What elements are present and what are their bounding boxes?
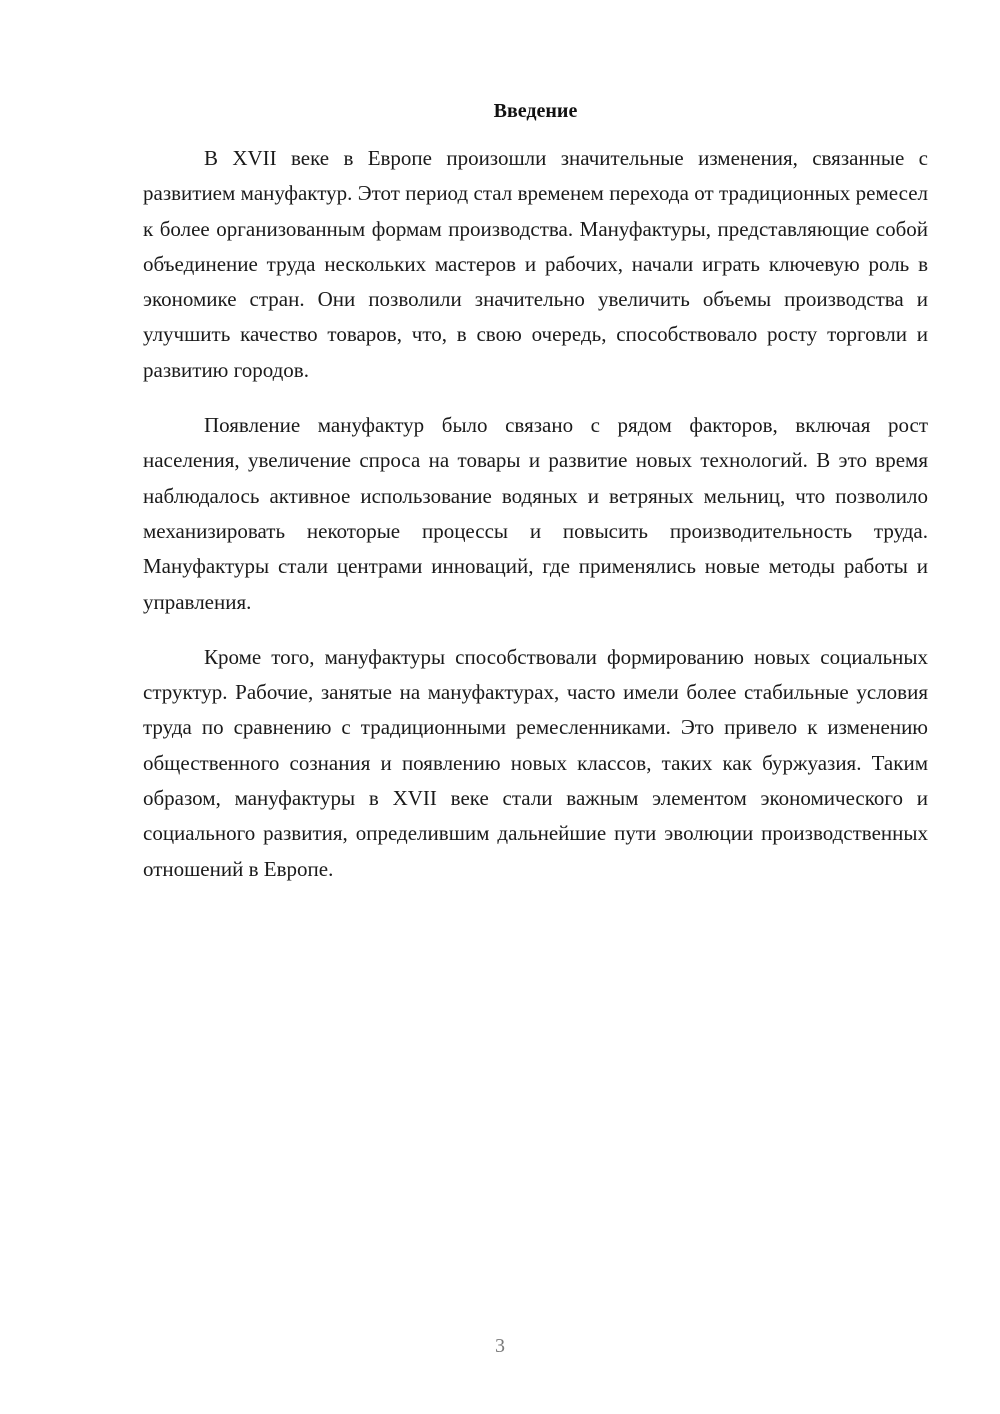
paragraph: Появление мануфактур было связано с рядом факторов, включая рост населения, увеличение спроса на товары и развитие новых технологий. В это время наблюдалось активное использование водяных и ветряных мельниц, что позволило механизировать некоторые процессы и повысить производительность труда. Мануфактуры стали центрами инноваций, где применялись новые методы работы и управления.	[143, 413, 928, 614]
paragraph: Кроме того, мануфактуры способствовали формированию новых социальных структур. Рабочие, занятые на мануфактурах, часто имели более стабильные условия труда по сравнению с традиционными ремесленниками. Это привело к изменению общественного сознания и появлению новых классов, таких как буржуазия. Таким образом, мануфактуры в XVII веке стали важным элементом экономического и социального развития, определившим дальнейшие пути эволюции производственных отношений в Европе.	[143, 644, 928, 881]
paragraph: В XVII веке в Европе произошли значительные изменения, связанные с развитием мануфактур. Этот период стал временем перехода от традиционных ремесел к более организованным формам производства. Мануфактуры, представляющие собой объединение труда нескольких мастеров и рабочих, начали играть ключевую роль в экономике стран. Они позволили значительно увеличить объемы производства и улучшить качество товаров, что, в свою очередь, способствовало росту торговли и развитию городов.	[143, 146, 928, 382]
page-number: 3	[495, 1335, 505, 1357]
section-title: Введение	[493, 100, 578, 122]
document-body	[143, 141, 928, 907]
